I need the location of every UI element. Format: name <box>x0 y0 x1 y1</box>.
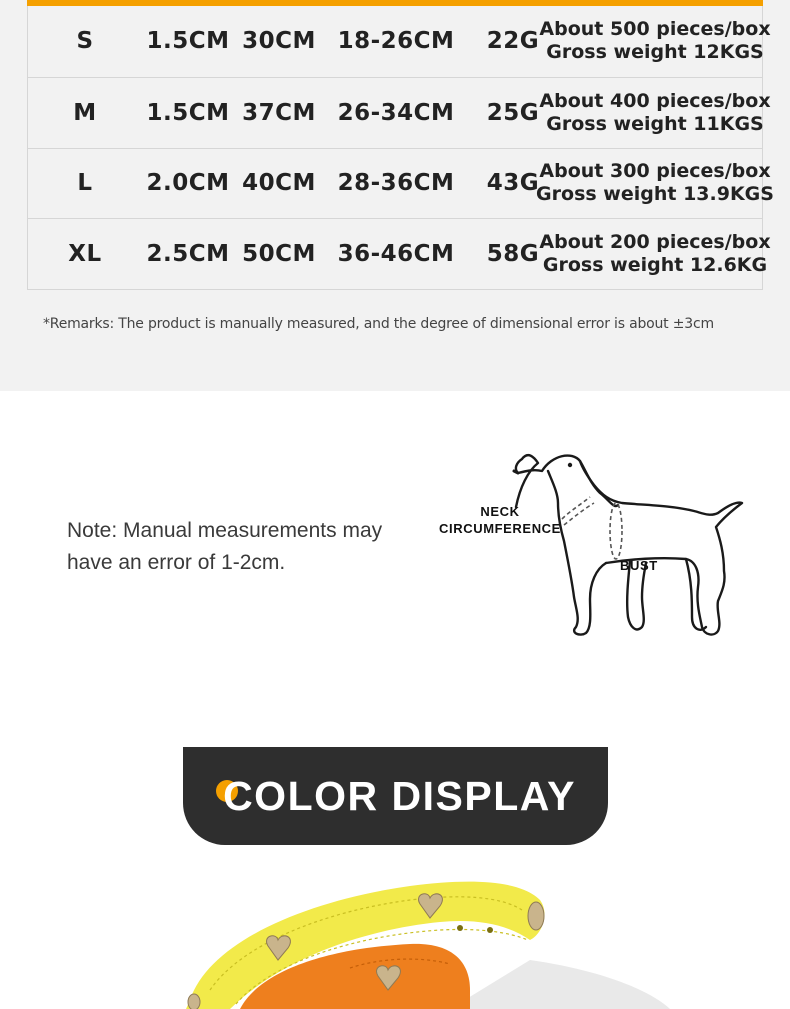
width-cell: 2.5CM <box>146 241 230 268</box>
pieces-per-box: About 400 pieces/box <box>539 89 771 112</box>
dog-measurement-icon <box>430 441 750 651</box>
bust-label: BUST <box>620 558 658 573</box>
collar-product-image <box>150 860 710 1009</box>
measurement-remark: *Remarks: The product is manually measured, and the degree of dimensional error is about ±3cm <box>43 316 714 332</box>
pieces-per-box: About 300 pieces/box <box>539 160 771 183</box>
packing-cell <box>539 78 771 148</box>
size-table <box>27 6 774 290</box>
width-cell: 2.0CM <box>146 170 230 197</box>
table-row <box>28 218 771 289</box>
size-cell: S <box>76 28 94 55</box>
pieces-per-box: About 200 pieces/box <box>539 231 771 254</box>
pieces-per-box: About 500 pieces/box <box>539 18 771 41</box>
gross-weight: Gross weight 11KGS <box>546 112 764 135</box>
table-row <box>28 77 771 148</box>
neck-circumference-label <box>438 503 562 537</box>
table-row <box>28 148 774 219</box>
weight-cell: 25G <box>486 99 540 126</box>
packing-cell <box>539 6 771 77</box>
measurement-section <box>0 391 790 747</box>
size-table-section <box>0 0 790 391</box>
size-cell: L <box>77 170 93 197</box>
length-cell: 40CM <box>242 170 316 197</box>
color-display-title: COLOR DISPLAY <box>223 772 576 819</box>
fit-range-cell: 28-36CM <box>337 170 455 197</box>
weight-cell: 22G <box>486 28 540 55</box>
packing-cell <box>536 149 774 219</box>
dog-measurement-diagram <box>430 441 750 651</box>
color-display-banner <box>183 747 608 845</box>
size-cell: XL <box>68 241 102 268</box>
measurement-note: Note: Manual measurements may have an error of 1-2cm. <box>67 519 383 574</box>
gross-weight: Gross weight 12.6KG <box>542 254 768 277</box>
width-cell: 1.5CM <box>146 99 230 126</box>
size-cell: M <box>73 99 97 126</box>
neck-label-line1: NECK <box>480 504 520 519</box>
table-row <box>28 6 771 77</box>
length-cell: 37CM <box>242 99 316 126</box>
weight-cell: 43G <box>486 170 540 197</box>
fit-range-cell: 26-34CM <box>337 99 455 126</box>
length-cell: 50CM <box>242 241 316 268</box>
weight-cell: 58G <box>486 241 540 268</box>
neck-label-line2: CIRCUMFERENCE <box>439 521 561 536</box>
fit-range-cell: 36-46CM <box>337 241 455 268</box>
gross-weight: Gross weight 13.9KGS <box>536 183 774 206</box>
packing-cell <box>539 219 771 289</box>
gross-weight: Gross weight 12KGS <box>546 41 764 64</box>
fit-range-cell: 18-26CM <box>337 28 455 55</box>
collar-photo <box>150 860 710 1009</box>
length-cell: 30CM <box>242 28 316 55</box>
width-cell: 1.5CM <box>146 28 230 55</box>
